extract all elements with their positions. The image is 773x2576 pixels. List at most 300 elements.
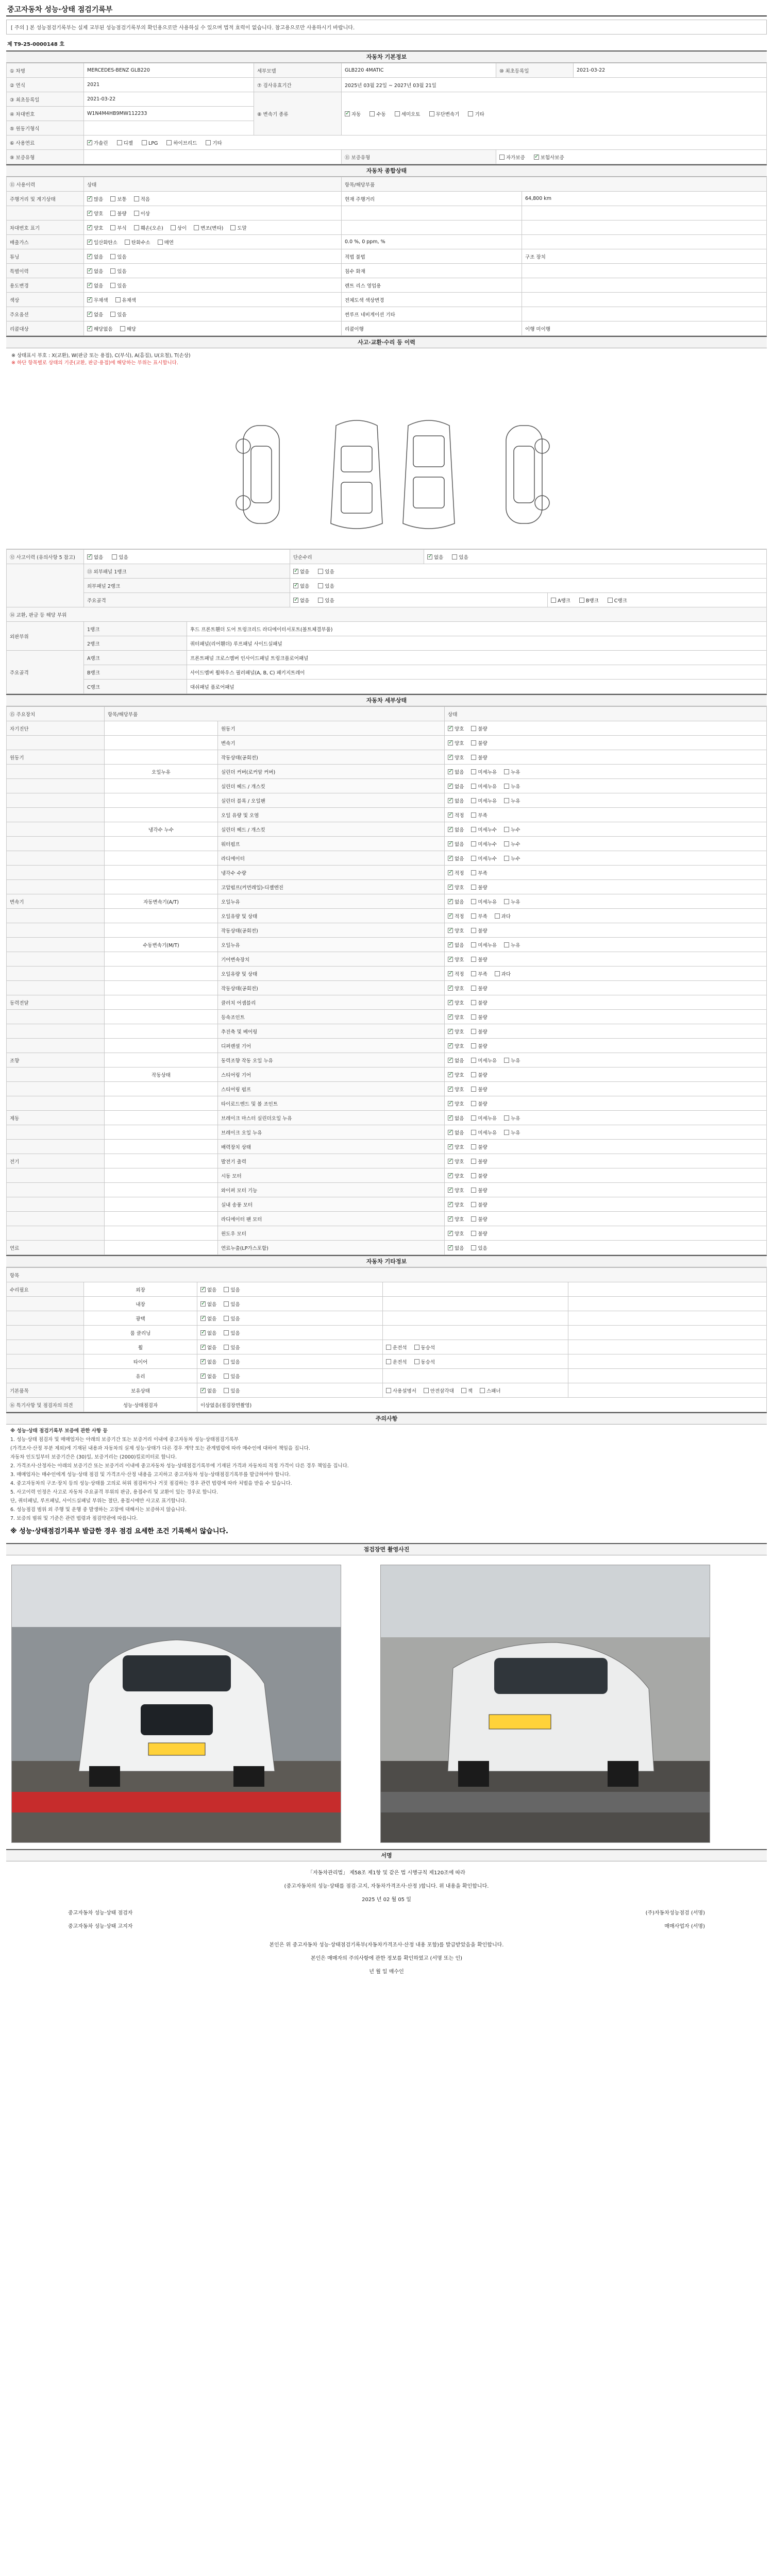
checkbox-label: 불량	[478, 755, 488, 761]
checkbox-icon[interactable]	[369, 111, 375, 116]
checkbox-icon[interactable]	[112, 554, 117, 560]
checkbox-icon[interactable]	[471, 1144, 476, 1149]
checkbox-icon[interactable]	[471, 1072, 476, 1077]
checkbox-label: 없음	[94, 283, 104, 289]
detail-table: ⑮ 주요장치 항목/해당부품 상태 자기진단 원동기 ✓ 양호 불량 변속기 ✓ 양호 불량 원동기 작동상태(공회전) ✓ 양호 불량 오일누유 실린더 커버(로커암 커버) ✓ 없음 미세누유 누유 실린더 헤드 / 개스킷 ✓ 없음 미세누유 누유 실린더 블록 / 오일팬 ✓ 없음 미세누유 누유 오일 유량 및 오염 ✓ 적정 부족 냉각수 누수 실린더 헤드 / 개스킷 ✓ 없음 미세누수 누수 워터펌프 ✓ 없음 미세누수 누수 라디에이터 ✓ 없음 미세누수 누수 냉각수 수량 ✓ 적정 부족 고압펌프(커먼레일)-디젤엔진 ✓ 양호 불량 변속기 자동변속기(A/T) 오일누유 ✓ 없음 미세누유 누유 오일유량 및 상태 ✓ 적정 부족 과다 작동상태(공회전) ✓ 양호 불량 수동변속기(M/T) 오일누유 ✓ 없음 미세누유 누유 기어변속장치 ✓ 양호 불량 오일유량 및 상태 ✓ 적정 부족 과다 작동상태(공회전) ✓ 양호 불량 동력전달 클러치 어셈블리 ✓ 양호 불량 등속조인트 ✓ 양호 불량 추진축 및 베어링 ✓ 양호 불량 디퍼렌셜 기어 ✓ 양호 불량 조향 동력조향 작동 오일 누유 ✓ 없음 미세누유 누유 작동상태 스티어링 기어 ✓ 양호 불량 스티어링 펌프 ✓ 양호 불량 타이로드엔드 및 볼 조인트 ✓ 양호 불량 제동 브레이크 마스터 실린더오일 누유 ✓ 없음 미세누유 누유 브레이크 오일 누유 ✓ 없음 미세누유 누유 배력장치 상태 ✓ 양호 불량 전기 발전기 출력 ✓ 양호 불량 시동 모터 ✓ 양호 불량 와이퍼 모터 기능 ✓ 양호 불량 실내 송풍 모터 ✓ 양호 불량 라디에이터 팬 모터 ✓ 양호 불량 윈도우 모터 ✓ 양호 불량 연료 연료누출(LP가스포함) ✓ 없음 있음	[6, 706, 767, 1255]
checkbox-icon[interactable]	[424, 1388, 429, 1393]
checkbox-icon[interactable]	[471, 755, 476, 760]
checker-signature[interactable]: (주)자동차성능점검 (서명)	[645, 1910, 705, 1916]
checkbox-label: 매연	[164, 240, 174, 246]
checkbox-label: 불량	[478, 1159, 488, 1165]
checkbox-label: 없음	[455, 1058, 464, 1064]
checkbox-label: 불량	[478, 885, 488, 891]
checkbox-label: 양호	[455, 1231, 464, 1237]
checkbox-icon[interactable]	[471, 1000, 476, 1005]
checkbox-label: 미세누유	[478, 899, 497, 905]
detail-row: 라디에이터 팬 모터 ✓ 양호 불량	[7, 1212, 767, 1226]
checkbox-label: 많음	[94, 196, 104, 202]
checkbox-label: 양호	[94, 225, 104, 231]
checkbox-icon[interactable]	[200, 1345, 206, 1350]
checkbox-icon[interactable]	[171, 225, 176, 230]
caution-item: 6. 성능점검 범위 외 주행 및 운행 중 발생하는 고장에 대해서는 보증하지 않습니다.	[10, 1507, 187, 1513]
other-row: ⑯ 특기사항 및 점검자의 의견 성능·상태점검자 이상없음(점검장면촬영)	[7, 1398, 767, 1412]
checkbox-icon[interactable]	[448, 1159, 453, 1164]
checkbox-label: 안전삼각대	[430, 1388, 454, 1394]
checkbox-icon[interactable]	[345, 111, 350, 116]
checkbox-label: 양호	[455, 1029, 464, 1035]
checkbox-icon[interactable]	[386, 1359, 391, 1364]
checkbox-icon[interactable]	[224, 1374, 229, 1379]
checkbox-label: 이상	[140, 211, 150, 217]
checkbox-icon[interactable]	[504, 1058, 509, 1063]
checkbox-label: 없음	[94, 254, 104, 260]
detail-row: 오일유량 및 상태 ✓ 적정 부족 과다	[7, 967, 767, 981]
checkbox-icon[interactable]	[499, 155, 505, 160]
checkbox-icon[interactable]	[504, 942, 509, 947]
car-outline-diagram	[233, 410, 552, 539]
other-row: 광택 ✓ 없음 있음	[7, 1311, 767, 1326]
checkbox-icon[interactable]	[504, 841, 509, 846]
checkbox-icon[interactable]	[429, 111, 434, 116]
checkbox-icon[interactable]	[117, 140, 122, 145]
checkbox-icon[interactable]	[448, 1115, 453, 1121]
checkbox-label: 누유	[511, 1130, 520, 1136]
checkbox-label: 누유	[511, 1058, 520, 1064]
checkbox-icon[interactable]	[87, 196, 92, 201]
checkbox-label: 부식	[117, 225, 127, 231]
checkbox-icon[interactable]	[468, 111, 473, 116]
caution-item: (가격조사·산정 부분 제외)에 기재된 내용과 자동차의 실제 성능·상태가 다른 경우 계약 또는 관계법령에 따라 매수인에 대하여 책임을 집니다.	[10, 1446, 310, 1451]
checkbox-icon[interactable]	[448, 957, 453, 962]
checkbox-icon[interactable]	[87, 254, 92, 259]
detail-row: 실린더 헤드 / 개스킷 ✓ 없음 미세누유 누유	[7, 779, 767, 793]
checkbox-label: 없음	[455, 1130, 464, 1136]
checkbox-icon[interactable]	[471, 740, 476, 745]
checkbox-icon[interactable]	[504, 798, 509, 803]
checkbox-icon[interactable]	[134, 196, 139, 201]
checkbox-icon[interactable]	[427, 554, 432, 560]
checkbox-label: 양호	[455, 726, 464, 732]
checkbox-label: 양호	[455, 986, 464, 992]
caution-item: 5. 사고이력 인정은 사고로 자동차 주요골격 부위의 판금, 용접수리 및 교환이 있는 경우로 합니다.	[10, 1489, 219, 1495]
checkbox-icon[interactable]	[448, 971, 453, 976]
checkbox-icon[interactable]	[293, 598, 298, 603]
caution-item: 1. 성능·상태 점검자 및 매매업자는 아래의 보증기간 또는 보증거리 이내에 중고자동차 성능·상태점검기록부	[10, 1437, 239, 1443]
checkbox-icon[interactable]	[534, 155, 539, 160]
checkbox-icon[interactable]	[448, 1000, 453, 1005]
checkbox-label: 적음	[140, 196, 150, 202]
overall-row: 용도변경 ✓ 없음 있음 렌트 리스 영업용	[7, 278, 767, 293]
caution-item: 7. 보증의 범위 및 기준은 관련 법령과 점검약관에 따릅니다.	[10, 1516, 138, 1521]
checkbox-icon[interactable]	[452, 554, 457, 560]
checkbox-icon[interactable]	[200, 1374, 206, 1379]
section-sign-title: 서명	[6, 1849, 767, 1861]
detail-row: 실린더 블록 / 오일팬 ✓ 없음 미세누유 누유	[7, 793, 767, 808]
checkbox-icon[interactable]	[471, 1043, 476, 1048]
checkbox-icon[interactable]	[448, 1130, 453, 1135]
checkbox-icon[interactable]	[471, 1087, 476, 1092]
checkbox-icon[interactable]	[471, 1245, 476, 1250]
checkbox-label: 불량	[478, 1202, 488, 1208]
inspection-photo-front	[11, 1565, 341, 1843]
detail-row: 워터펌프 ✓ 없음 미세누수 누수	[7, 837, 767, 851]
checkbox-icon[interactable]	[224, 1301, 229, 1307]
checkbox-icon[interactable]	[504, 784, 509, 789]
checkbox-icon[interactable]	[471, 986, 476, 991]
legend-line: ※ 하단 항목별로 상태의 기준(교환, 판금·용접)에 해당하는 부위는 표시합니다.	[11, 360, 178, 366]
overall-row: 주요옵션 ✓ 없음 있음 썬루프 네비게이션 기타	[7, 307, 767, 321]
checkbox-icon[interactable]	[110, 283, 115, 288]
checkbox-icon[interactable]	[206, 140, 211, 145]
checkbox-icon[interactable]	[471, 1115, 476, 1121]
checkbox-label: 있음	[117, 312, 127, 318]
detail-row: 고압펌프(커먼레일)-디젤엔진 ✓ 양호 불량	[7, 880, 767, 894]
checkbox-icon[interactable]	[448, 740, 453, 745]
checkbox-icon[interactable]	[471, 957, 476, 962]
detail-row: 타이로드엔드 및 볼 조인트 ✓ 양호 불량	[7, 1096, 767, 1111]
checkbox-icon[interactable]	[224, 1345, 229, 1350]
checkbox-icon[interactable]	[448, 1173, 453, 1178]
checkbox-label: 불량	[478, 1014, 488, 1021]
checkbox-label: 적정	[455, 812, 464, 819]
checkbox-label: 없음	[455, 841, 464, 848]
basic-value: 2021-03-22	[574, 63, 767, 78]
checkbox-icon[interactable]	[461, 1388, 466, 1393]
checkbox-icon[interactable]	[200, 1388, 206, 1393]
fuel-options: ✓ 가솔린 디젤 LPG 하이브리드 기타	[84, 135, 767, 150]
checkbox-label: 없음	[207, 1359, 217, 1365]
checkbox-icon[interactable]	[448, 812, 453, 818]
checkbox-icon[interactable]	[471, 971, 476, 976]
checkbox-label: 없음	[207, 1316, 217, 1322]
checkbox-icon[interactable]	[414, 1345, 419, 1350]
checkbox-icon[interactable]	[448, 1231, 453, 1236]
detail-row: 제동 브레이크 마스터 실린더오일 누유 ✓ 없음 미세누유 누유	[7, 1111, 767, 1125]
checkbox-icon[interactable]	[448, 755, 453, 760]
detail-row: 자기진단 원동기 ✓ 양호 불량	[7, 721, 767, 736]
checkbox-icon[interactable]	[448, 1144, 453, 1149]
checkbox-icon[interactable]	[110, 225, 115, 230]
checkbox-icon[interactable]	[87, 211, 92, 216]
checkbox-icon[interactable]	[551, 598, 556, 603]
checkbox-label: 양호	[455, 1188, 464, 1194]
document-title: 중고자동차 성능·상태 점검기록부	[6, 3, 767, 16]
checkbox-icon[interactable]	[110, 312, 115, 317]
overall-table: ⑪ 사용이력 상태 항목/해당부품 주행거리 및 계기상태 ✓ 많음 보통 적음 현재 주행거리 64,800 km ✓양호 불량 이상 차대번호 표기 ✓ 양호 부식 훼손(오손) 상이 변조(변타) 도말 배출가스 ✓ 일산화탄소 탄화수소 매연 0.0 %, 0 ppm, % 튜닝 ✓ 없음 있음 적법 불법 구조 장치 특별이력 ✓ 없음 있음 침수 화재 용도변경 ✓ 없음 있음 렌트 리스 영업용 색상 ✓ 무채색 유채색 전체도색 색상변경 주요옵션 ✓ 없음 있음 썬루프 네비게이션 기타 리콜대상 ✓ 해당없음 해당 리콜이행 이행 미이행	[6, 177, 767, 336]
checkbox-label: 불량	[478, 1043, 488, 1049]
checkbox-icon[interactable]	[579, 598, 584, 603]
checkbox-label: 없음	[94, 312, 104, 318]
checkbox-icon[interactable]	[448, 1029, 453, 1034]
checkbox-icon[interactable]	[230, 225, 236, 230]
checkbox-icon[interactable]	[448, 913, 453, 919]
checkbox-label: 불량	[478, 740, 488, 747]
checkbox-label: 미세누유	[478, 769, 497, 775]
checkbox-icon[interactable]	[495, 913, 500, 919]
checkbox-icon[interactable]	[134, 225, 139, 230]
checkbox-icon[interactable]	[504, 899, 509, 904]
checkbox-icon[interactable]	[448, 1087, 453, 1092]
checkbox-icon[interactable]	[448, 885, 453, 890]
checkbox-icon[interactable]	[448, 986, 453, 991]
basic-value: 2021-03-22	[84, 92, 254, 107]
checkbox-label: 미세누유	[478, 942, 497, 948]
other-row: 내장 ✓ 없음 있음	[7, 1297, 767, 1311]
checkbox-icon[interactable]	[224, 1388, 229, 1393]
checkbox-icon[interactable]	[142, 140, 147, 145]
checkbox-label: 있음	[117, 283, 127, 289]
checkbox-icon[interactable]	[448, 1043, 453, 1048]
checkbox-label: 부족	[478, 812, 488, 819]
basic-label: ① 차명	[7, 63, 84, 78]
checkbox-icon[interactable]	[224, 1316, 229, 1321]
checkbox-label: 미세누유	[478, 1058, 497, 1064]
checkbox-icon[interactable]	[448, 1101, 453, 1106]
detail-row: 오일 유량 및 오염 ✓ 적정 부족	[7, 808, 767, 822]
checkbox-icon[interactable]	[471, 913, 476, 919]
checkbox-icon[interactable]	[471, 870, 476, 875]
checkbox-icon[interactable]	[110, 196, 115, 201]
checkbox-icon[interactable]	[448, 1014, 453, 1020]
checkbox-label: 없음	[207, 1330, 217, 1336]
checkbox-icon[interactable]	[224, 1359, 229, 1364]
checkbox-label: 누수	[511, 841, 520, 848]
checkbox-icon[interactable]	[166, 140, 172, 145]
checkbox-label: 보통	[117, 196, 127, 202]
checkbox-label: 무채색	[94, 297, 108, 303]
checkbox-label: 없음	[455, 798, 464, 804]
checkbox-icon[interactable]	[448, 856, 453, 861]
detail-row: 작동상태(공회전) ✓ 양호 불량	[7, 923, 767, 938]
checkbox-icon[interactable]	[471, 1130, 476, 1135]
detail-row: 브레이크 오일 누유 ✓ 없음 미세누유 누유	[7, 1125, 767, 1140]
checkbox-icon[interactable]	[448, 1188, 453, 1193]
checkbox-icon[interactable]	[471, 1173, 476, 1178]
checkbox-icon[interactable]	[471, 769, 476, 774]
checkbox-icon[interactable]	[608, 598, 613, 603]
checkbox-icon[interactable]	[471, 1231, 476, 1236]
checkbox-icon[interactable]	[471, 1058, 476, 1063]
checkbox-label: 과다	[501, 913, 511, 920]
checkbox-icon[interactable]	[448, 1245, 453, 1250]
checkbox-icon[interactable]	[480, 1388, 485, 1393]
checkbox-icon[interactable]	[448, 798, 453, 803]
checkbox-label: 있음	[230, 1316, 240, 1322]
dealer-signature[interactable]: 매매사업자 (서명)	[664, 1924, 705, 1929]
overall-row: 배출가스 ✓ 일산화탄소 탄화수소 매연 0.0 %, 0 ppm, %	[7, 235, 767, 249]
checkbox-icon[interactable]	[448, 1202, 453, 1207]
checkbox-icon[interactable]	[448, 1058, 453, 1063]
checkbox-label: 양호	[455, 1202, 464, 1208]
checkbox-label: 미세누수	[478, 827, 497, 833]
checkbox-label: 양호	[455, 1014, 464, 1021]
checkbox-label: 없음	[94, 268, 104, 275]
checkbox-label: 스패너	[486, 1388, 501, 1394]
checkbox-label: 불량	[478, 1029, 488, 1035]
checkbox-icon[interactable]	[471, 928, 476, 933]
checkbox-icon[interactable]	[200, 1301, 206, 1307]
checkbox-icon[interactable]	[448, 726, 453, 731]
checkbox-label: 누유	[511, 942, 520, 948]
section-other-title: 자동차 기타정보	[6, 1255, 767, 1267]
checkbox-icon[interactable]	[448, 942, 453, 947]
detail-row: 오일누유 실린더 커버(로커암 커버) ✓ 없음 미세누유 누유	[7, 765, 767, 779]
checkbox-label: 상이	[177, 225, 187, 231]
checkbox-label: 없음	[455, 769, 464, 775]
checkbox-label: 불량	[478, 1101, 488, 1107]
checkbox-icon[interactable]	[471, 812, 476, 818]
checkbox-icon[interactable]	[134, 211, 139, 216]
checkbox-icon[interactable]	[200, 1316, 206, 1321]
overall-row: 튜닝 ✓ 없음 있음 적법 불법 구조 장치	[7, 249, 767, 264]
checkbox-label: 누유	[511, 784, 520, 790]
checkbox-icon[interactable]	[504, 1115, 509, 1121]
checkbox-icon[interactable]	[471, 841, 476, 846]
checkbox-icon[interactable]	[448, 769, 453, 774]
transmission-options: ✓ 자동 수동 세미오토 무단변속기 기타	[342, 92, 767, 135]
checkbox-label: 양호	[455, 1216, 464, 1223]
checkbox-icon[interactable]	[293, 583, 298, 588]
checkbox-icon[interactable]	[471, 827, 476, 832]
checkbox-icon[interactable]	[504, 1130, 509, 1135]
checkbox-icon[interactable]	[125, 240, 130, 245]
checkbox-icon[interactable]	[224, 1330, 229, 1335]
checkbox-icon[interactable]	[110, 211, 115, 216]
checkbox-icon[interactable]	[87, 312, 92, 317]
checkbox-icon[interactable]	[448, 870, 453, 875]
checkbox-icon[interactable]	[471, 726, 476, 731]
checkbox-icon[interactable]	[471, 1029, 476, 1034]
checkbox-label: 있음	[230, 1330, 240, 1336]
checkbox-icon[interactable]	[200, 1330, 206, 1335]
detail-row: 조향 동력조향 작동 오일 누유 ✓ 없음 미세누유 누유	[7, 1053, 767, 1067]
checkbox-icon[interactable]	[87, 554, 92, 560]
checkbox-icon[interactable]	[87, 268, 92, 274]
checkbox-label: 양호	[455, 1000, 464, 1006]
checkbox-label: 유채색	[122, 297, 137, 303]
checkbox-icon[interactable]	[471, 885, 476, 890]
transmission-label: ⑧ 변속기 종류	[254, 92, 342, 135]
detail-row: 변속기 ✓ 양호 불량	[7, 736, 767, 750]
checkbox-icon[interactable]	[87, 283, 92, 288]
checkbox-label: 적정	[455, 971, 464, 977]
checkbox-icon[interactable]	[110, 268, 115, 274]
checkbox-icon[interactable]	[504, 827, 509, 832]
checkbox-label: 양호	[455, 1101, 464, 1107]
basic-label: ③ 최초등록일	[7, 92, 84, 107]
checkbox-label: 부족	[478, 913, 488, 920]
checkbox-icon[interactable]	[471, 1188, 476, 1193]
checkbox-label: 양호	[455, 928, 464, 934]
checkbox-icon[interactable]	[448, 827, 453, 832]
other-row: 수리필요 외장 ✓ 없음 있음	[7, 1282, 767, 1297]
checkbox-label: 있음	[230, 1374, 240, 1380]
checkbox-icon[interactable]	[471, 942, 476, 947]
checkbox-label: 훼손(오손)	[140, 225, 163, 231]
checkbox-icon[interactable]	[194, 225, 199, 230]
checkbox-icon[interactable]	[471, 1216, 476, 1222]
checkbox-icon[interactable]	[448, 784, 453, 789]
basic-value: 2021	[84, 78, 254, 92]
detail-row: 오일유량 및 상태 ✓ 적정 부족 과다	[7, 909, 767, 923]
checkbox-icon[interactable]	[495, 971, 500, 976]
checkbox-icon[interactable]	[504, 769, 509, 774]
checkbox-icon[interactable]	[471, 1159, 476, 1164]
checkbox-label: 있음	[230, 1287, 240, 1293]
checkbox-label: 양호	[455, 1043, 464, 1049]
checkbox-label: 누수	[511, 856, 520, 862]
checkbox-icon[interactable]	[318, 583, 323, 588]
other-row: 룸 클리닝 ✓ 없음 있음	[7, 1326, 767, 1340]
checkbox-label: 해당	[126, 326, 137, 332]
checkbox-icon[interactable]	[224, 1287, 229, 1292]
checkbox-icon[interactable]	[386, 1345, 391, 1350]
notice-text: [ 주의 ] 본 성능점검기록부는 실제 교부된 성능점검기록부의 확인용으로만 사용하실 수 있으며 법적 효력이 없습니다. 참고용으로만 사용하시기 바랍니다.	[6, 20, 767, 35]
checkbox-icon[interactable]	[318, 598, 323, 603]
legend-line: ※ 상태표시 부호 : X(교환), W(판금 또는 용접), C(부식), A(흠집), U(요철), T(손상)	[11, 353, 191, 359]
checkbox-icon[interactable]	[471, 1101, 476, 1106]
checkbox-label: 없음	[207, 1301, 217, 1308]
checkbox-icon[interactable]	[448, 1216, 453, 1222]
checkbox-icon[interactable]	[471, 784, 476, 789]
checkbox-icon[interactable]	[87, 140, 92, 145]
checkbox-label: 누유	[511, 899, 520, 905]
checkbox-label: 누유	[511, 1115, 520, 1122]
checkbox-label: 일산화탄소	[94, 240, 117, 246]
checkbox-icon[interactable]	[471, 798, 476, 803]
basic-value: W1N4M4HB9MW112233	[84, 107, 254, 121]
checkbox-icon[interactable]	[471, 899, 476, 904]
checkbox-icon[interactable]	[504, 856, 509, 861]
other-row: 타이어 ✓ 없음 있음 운전석 동승석	[7, 1354, 767, 1369]
checkbox-icon[interactable]	[110, 254, 115, 259]
checkbox-label: 부족	[478, 870, 488, 876]
checkbox-icon[interactable]	[158, 240, 163, 245]
checkbox-icon[interactable]	[87, 240, 92, 245]
checkbox-icon[interactable]	[115, 297, 121, 302]
section-accident-title: 사고·교환·수리 등 이력	[6, 336, 767, 348]
checkbox-icon[interactable]	[448, 1072, 453, 1077]
overall-row	[7, 206, 767, 221]
checkbox-label: 사용설명서	[393, 1388, 416, 1394]
overall-row: 특별이력 ✓ 없음 있음 침수 화재	[7, 264, 767, 278]
checkbox-icon[interactable]	[448, 899, 453, 904]
checkbox-icon[interactable]	[318, 569, 323, 574]
checkbox-icon[interactable]	[200, 1359, 206, 1364]
checkbox-icon[interactable]	[471, 856, 476, 861]
basic-label: ⑩ 최초등록일	[496, 63, 574, 78]
checkbox-icon[interactable]	[87, 225, 92, 230]
checkbox-icon[interactable]	[87, 297, 92, 302]
checkbox-icon[interactable]	[414, 1359, 419, 1364]
checkbox-icon[interactable]	[386, 1388, 391, 1393]
checkbox-label: 있음	[230, 1345, 240, 1351]
other-row: 휠 ✓ 없음 있음 운전석 동승석	[7, 1340, 767, 1354]
checkbox-label: 누유	[511, 769, 520, 775]
checkbox-icon[interactable]	[471, 1202, 476, 1207]
checkbox-label: 불량	[478, 957, 488, 963]
checkbox-icon[interactable]	[471, 1014, 476, 1020]
checkbox-icon[interactable]	[87, 326, 92, 331]
checkbox-icon[interactable]	[293, 569, 298, 574]
checkbox-icon[interactable]	[448, 928, 453, 933]
checkbox-icon[interactable]	[120, 326, 125, 331]
checkbox-icon[interactable]	[448, 841, 453, 846]
basic-label: ⑦ 검사유효기간	[254, 78, 342, 92]
checkbox-icon[interactable]	[200, 1287, 206, 1292]
checkbox-label: 미세누유	[478, 1130, 497, 1136]
checkbox-icon[interactable]	[395, 111, 400, 116]
